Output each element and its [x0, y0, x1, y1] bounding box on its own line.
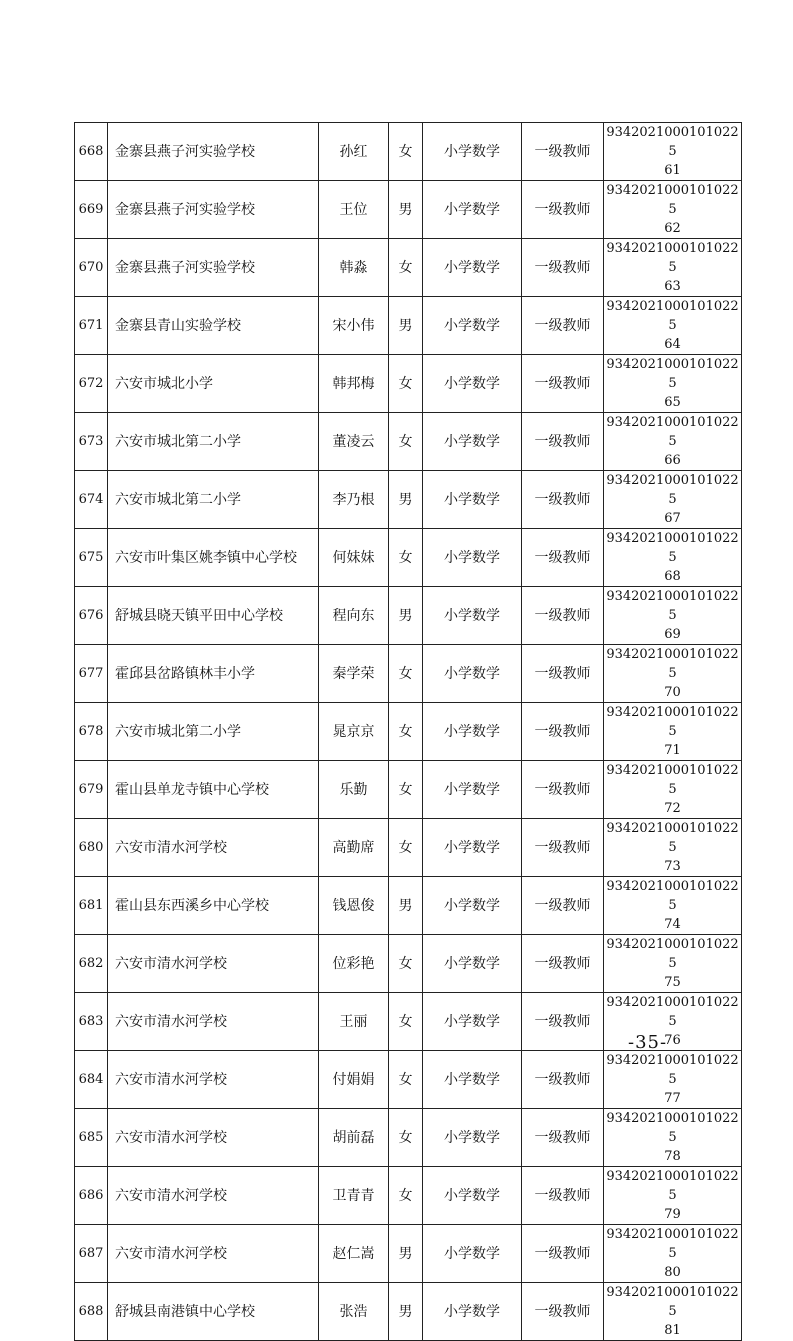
row-number-cell: 679 — [75, 761, 108, 819]
teacher-name-cell: 韩邦梅 — [319, 355, 389, 413]
certificate-number-line-2: 74 — [664, 917, 681, 932]
subject-cell: 小学数学 — [423, 471, 522, 529]
row-number-cell: 676 — [75, 587, 108, 645]
teacher-name-cell: 王位 — [319, 181, 389, 239]
school-cell: 六安市清水河学校 — [108, 993, 319, 1051]
subject-cell: 小学数学 — [423, 587, 522, 645]
gender-cell: 女 — [389, 645, 423, 703]
rank-cell: 一级教师 — [522, 297, 604, 355]
school-cell: 霍山县东西溪乡中心学校 — [108, 877, 319, 935]
gender-cell: 女 — [389, 529, 423, 587]
certificate-number-line-2: 66 — [664, 453, 681, 468]
subject-cell: 小学数学 — [423, 297, 522, 355]
teacher-name-cell: 李乃根 — [319, 471, 389, 529]
rank-cell: 一级教师 — [522, 587, 604, 645]
gender-cell: 女 — [389, 1167, 423, 1225]
school-cell: 金寨县燕子河实验学校 — [108, 181, 319, 239]
subject-cell: 小学数学 — [423, 1109, 522, 1167]
gender-cell: 女 — [389, 1051, 423, 1109]
teacher-name-cell: 王丽 — [319, 993, 389, 1051]
certificate-number-cell — [604, 181, 742, 239]
gender-cell: 女 — [389, 819, 423, 877]
table-row — [75, 587, 742, 645]
certificate-number-line-1: 93420210001010225 — [606, 1111, 739, 1145]
certificate-number-cell — [604, 123, 742, 181]
certificate-number-line-2: 68 — [664, 569, 681, 584]
rank-cell: 一级教师 — [522, 761, 604, 819]
rank-cell: 一级教师 — [522, 1283, 604, 1341]
certificate-number-line-1: 93420210001010225 — [606, 1169, 739, 1203]
school-cell: 金寨县青山实验学校 — [108, 297, 319, 355]
subject-cell: 小学数学 — [423, 935, 522, 993]
rank-cell: 一级教师 — [522, 1225, 604, 1283]
subject-cell: 小学数学 — [423, 1167, 522, 1225]
certificate-number-line-1: 93420210001010225 — [606, 821, 739, 855]
certificate-number-line-1: 93420210001010225 — [606, 879, 739, 913]
certificate-number-cell — [604, 355, 742, 413]
certificate-number-cell — [604, 1225, 742, 1283]
school-cell: 六安市清水河学校 — [108, 935, 319, 993]
gender-cell: 男 — [389, 587, 423, 645]
teacher-name-cell: 韩淼 — [319, 239, 389, 297]
certificate-number-cell — [604, 703, 742, 761]
table-row — [75, 297, 742, 355]
table-row — [75, 471, 742, 529]
subject-cell: 小学数学 — [423, 645, 522, 703]
gender-cell: 女 — [389, 123, 423, 181]
school-cell: 六安市清水河学校 — [108, 819, 319, 877]
certificate-number-line-2: 70 — [664, 685, 681, 700]
subject-cell: 小学数学 — [423, 993, 522, 1051]
gender-cell: 女 — [389, 761, 423, 819]
school-cell: 六安市城北小学 — [108, 355, 319, 413]
school-cell: 六安市城北第二小学 — [108, 413, 319, 471]
table-row — [75, 413, 742, 471]
certificate-number-cell — [604, 239, 742, 297]
certificate-number-line-1: 93420210001010225 — [606, 473, 739, 507]
teacher-name-cell: 程向东 — [319, 587, 389, 645]
teacher-name-cell: 秦学荣 — [319, 645, 389, 703]
certificate-number-line-2: 65 — [664, 395, 681, 410]
certificate-number-cell — [604, 471, 742, 529]
row-number-cell: 685 — [75, 1109, 108, 1167]
subject-cell: 小学数学 — [423, 413, 522, 471]
certificate-number-cell — [604, 819, 742, 877]
school-cell: 舒城县南港镇中心学校 — [108, 1283, 319, 1341]
teacher-name-cell: 卫青青 — [319, 1167, 389, 1225]
certificate-number-cell — [604, 877, 742, 935]
certificate-number-line-2: 69 — [664, 627, 681, 642]
gender-cell: 男 — [389, 471, 423, 529]
certificate-number-line-2: 77 — [664, 1091, 681, 1106]
certificate-number-line-1: 93420210001010225 — [606, 125, 739, 159]
row-number-cell: 674 — [75, 471, 108, 529]
teacher-name-cell: 胡前磊 — [319, 1109, 389, 1167]
gender-cell: 女 — [389, 239, 423, 297]
teacher-name-cell: 孙红 — [319, 123, 389, 181]
certificate-number-line-1: 93420210001010225 — [606, 531, 739, 565]
subject-cell: 小学数学 — [423, 1283, 522, 1341]
table-row — [75, 123, 742, 181]
rank-cell: 一级教师 — [522, 993, 604, 1051]
teacher-name-cell: 晁京京 — [319, 703, 389, 761]
table-row — [75, 239, 742, 297]
certificate-number-line-1: 93420210001010225 — [606, 589, 739, 623]
table-row — [75, 1109, 742, 1167]
rank-cell: 一级教师 — [522, 819, 604, 877]
row-number-cell: 678 — [75, 703, 108, 761]
table-row — [75, 355, 742, 413]
school-cell: 舒城县晓天镇平田中心学校 — [108, 587, 319, 645]
rank-cell: 一级教师 — [522, 181, 604, 239]
teacher-name-cell: 何妹妹 — [319, 529, 389, 587]
certificate-number-cell — [604, 1109, 742, 1167]
rank-cell: 一级教师 — [522, 1167, 604, 1225]
table-row — [75, 1283, 742, 1341]
certificate-number-line-1: 93420210001010225 — [606, 705, 739, 739]
teacher-name-cell: 宋小伟 — [319, 297, 389, 355]
certificate-number-cell — [604, 645, 742, 703]
table-row — [75, 761, 742, 819]
certificate-number-line-2: 75 — [664, 975, 681, 990]
subject-cell: 小学数学 — [423, 123, 522, 181]
certificate-number-cell — [604, 761, 742, 819]
row-number-cell: 681 — [75, 877, 108, 935]
school-cell: 六安市城北第二小学 — [108, 703, 319, 761]
rank-cell: 一级教师 — [522, 1109, 604, 1167]
school-cell: 霍邱县岔路镇林丰小学 — [108, 645, 319, 703]
certificate-number-line-2: 63 — [664, 279, 681, 294]
gender-cell: 女 — [389, 993, 423, 1051]
table-row — [75, 1225, 742, 1283]
table-row — [75, 819, 742, 877]
school-cell: 霍山县单龙寺镇中心学校 — [108, 761, 319, 819]
subject-cell: 小学数学 — [423, 877, 522, 935]
subject-cell: 小学数学 — [423, 529, 522, 587]
certificate-number-cell — [604, 297, 742, 355]
table-row — [75, 181, 742, 239]
certificate-number-line-2: 61 — [664, 163, 681, 178]
row-number-cell: 669 — [75, 181, 108, 239]
gender-cell: 女 — [389, 413, 423, 471]
teacher-name-cell: 位彩艳 — [319, 935, 389, 993]
rank-cell: 一级教师 — [522, 355, 604, 413]
certificate-number-line-2: 62 — [664, 221, 681, 236]
gender-cell: 女 — [389, 935, 423, 993]
certificate-number-line-1: 93420210001010225 — [606, 415, 739, 449]
gender-cell: 男 — [389, 877, 423, 935]
gender-cell: 女 — [389, 355, 423, 413]
row-number-cell: 677 — [75, 645, 108, 703]
subject-cell: 小学数学 — [423, 703, 522, 761]
row-number-cell: 675 — [75, 529, 108, 587]
rank-cell: 一级教师 — [522, 529, 604, 587]
certificate-number-line-2: 81 — [664, 1323, 681, 1338]
row-number-cell: 682 — [75, 935, 108, 993]
gender-cell: 女 — [389, 703, 423, 761]
certificate-number-cell — [604, 529, 742, 587]
certificate-number-line-2: 72 — [664, 801, 681, 816]
certificate-number-line-1: 93420210001010225 — [606, 647, 739, 681]
row-number-cell: 668 — [75, 123, 108, 181]
row-number-cell: 680 — [75, 819, 108, 877]
table-row — [75, 877, 742, 935]
gender-cell: 男 — [389, 297, 423, 355]
rank-cell: 一级教师 — [522, 239, 604, 297]
table-row — [75, 703, 742, 761]
subject-cell: 小学数学 — [423, 239, 522, 297]
school-cell: 金寨县燕子河实验学校 — [108, 123, 319, 181]
certificate-number-cell — [604, 587, 742, 645]
subject-cell: 小学数学 — [423, 355, 522, 413]
school-cell: 六安市清水河学校 — [108, 1225, 319, 1283]
subject-cell: 小学数学 — [423, 1225, 522, 1283]
row-number-cell: 673 — [75, 413, 108, 471]
gender-cell: 男 — [389, 1283, 423, 1341]
table-row — [75, 1051, 742, 1109]
certificate-number-line-1: 93420210001010225 — [606, 995, 739, 1029]
gender-cell: 女 — [389, 1109, 423, 1167]
certificate-number-line-2: 73 — [664, 859, 681, 874]
certificate-number-line-1: 93420210001010225 — [606, 183, 739, 217]
certificate-number-cell — [604, 1051, 742, 1109]
subject-cell: 小学数学 — [423, 181, 522, 239]
table-row — [75, 645, 742, 703]
school-cell: 六安市清水河学校 — [108, 1051, 319, 1109]
school-cell: 六安市城北第二小学 — [108, 471, 319, 529]
certificate-number-line-1: 93420210001010225 — [606, 241, 739, 275]
rank-cell: 一级教师 — [522, 877, 604, 935]
certificate-number-line-1: 93420210001010225 — [606, 1227, 739, 1261]
row-number-cell: 687 — [75, 1225, 108, 1283]
rank-cell: 一级教师 — [522, 935, 604, 993]
certificate-number-line-2: 80 — [664, 1265, 681, 1280]
page-number: -35- — [628, 1032, 668, 1053]
certificate-number-line-2: 79 — [664, 1207, 681, 1222]
row-number-cell: 672 — [75, 355, 108, 413]
row-number-cell: 683 — [75, 993, 108, 1051]
certificate-number-line-2: 71 — [664, 743, 681, 758]
teacher-roster-table — [74, 122, 742, 1341]
teacher-name-cell: 董凌云 — [319, 413, 389, 471]
certificate-number-line-2: 78 — [664, 1149, 681, 1164]
rank-cell: 一级教师 — [522, 645, 604, 703]
teacher-name-cell: 赵仁嵩 — [319, 1225, 389, 1283]
table-row — [75, 1167, 742, 1225]
certificate-number-cell — [604, 935, 742, 993]
teacher-name-cell: 付娟娟 — [319, 1051, 389, 1109]
certificate-number-line-2: 64 — [664, 337, 681, 352]
table-row — [75, 935, 742, 993]
teacher-name-cell: 高勤席 — [319, 819, 389, 877]
rank-cell: 一级教师 — [522, 123, 604, 181]
row-number-cell: 670 — [75, 239, 108, 297]
certificate-number-line-2: 67 — [664, 511, 681, 526]
gender-cell: 男 — [389, 1225, 423, 1283]
row-number-cell: 686 — [75, 1167, 108, 1225]
certificate-number-cell — [604, 413, 742, 471]
school-cell: 六安市清水河学校 — [108, 1167, 319, 1225]
row-number-cell: 684 — [75, 1051, 108, 1109]
certificate-number-line-1: 93420210001010225 — [606, 299, 739, 333]
certificate-number-line-2: 76 — [664, 1033, 681, 1048]
table-row — [75, 529, 742, 587]
certificate-number-line-1: 93420210001010225 — [606, 1285, 739, 1319]
certificate-number-line-1: 93420210001010225 — [606, 357, 739, 391]
row-number-cell: 688 — [75, 1283, 108, 1341]
certificate-number-line-1: 93420210001010225 — [606, 937, 739, 971]
gender-cell: 男 — [389, 181, 423, 239]
subject-cell: 小学数学 — [423, 1051, 522, 1109]
subject-cell: 小学数学 — [423, 819, 522, 877]
roster-table-body — [75, 123, 742, 1341]
rank-cell: 一级教师 — [522, 471, 604, 529]
school-cell: 六安市清水河学校 — [108, 1109, 319, 1167]
certificate-number-line-1: 93420210001010225 — [606, 1053, 739, 1087]
teacher-name-cell: 乐勤 — [319, 761, 389, 819]
rank-cell: 一级教师 — [522, 413, 604, 471]
teacher-name-cell: 钱恩俊 — [319, 877, 389, 935]
certificate-number-line-1: 93420210001010225 — [606, 763, 739, 797]
certificate-number-cell — [604, 993, 742, 1051]
rank-cell: 一级教师 — [522, 1051, 604, 1109]
teacher-name-cell: 张浩 — [319, 1283, 389, 1341]
school-cell: 金寨县燕子河实验学校 — [108, 239, 319, 297]
subject-cell: 小学数学 — [423, 761, 522, 819]
rank-cell: 一级教师 — [522, 703, 604, 761]
certificate-number-cell — [604, 1167, 742, 1225]
school-cell: 六安市叶集区姚李镇中心学校 — [108, 529, 319, 587]
certificate-number-cell — [604, 1283, 742, 1341]
row-number-cell: 671 — [75, 297, 108, 355]
